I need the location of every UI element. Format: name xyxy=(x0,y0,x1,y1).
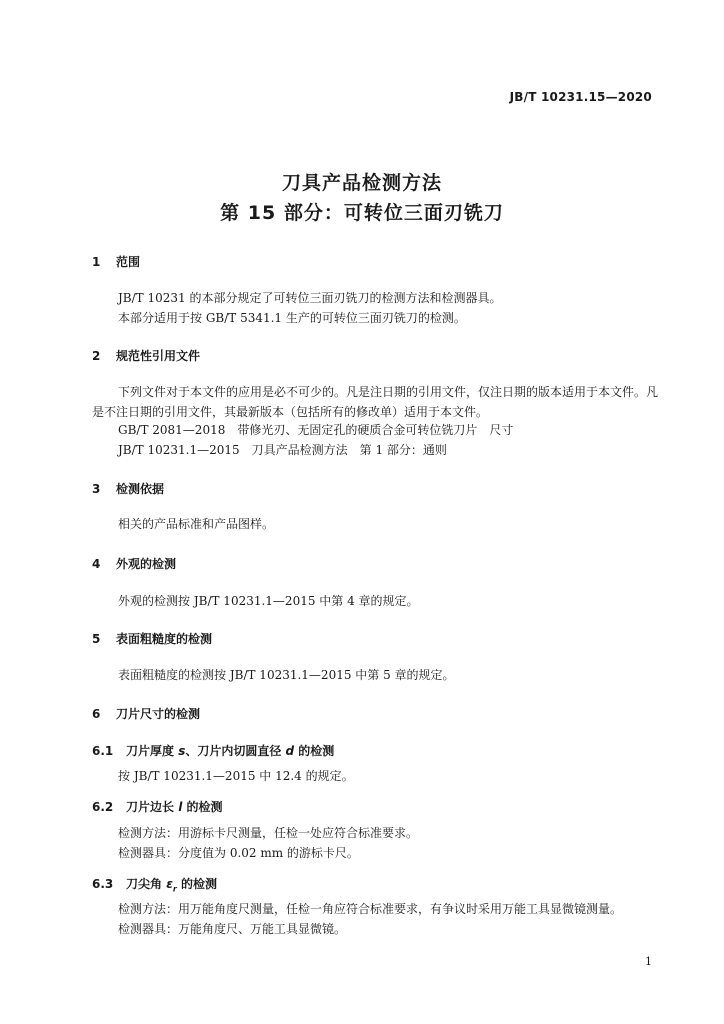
section-1-paragraph-2: 本部分适用于按 GB/T 5341.1 生产的可转位三面刃铣刀的检测。 xyxy=(118,311,466,325)
section-number: 5 xyxy=(92,632,101,646)
section-4-heading xyxy=(92,555,176,572)
subsection-title-suffix: 的检测 xyxy=(182,800,223,814)
subsection-title-prefix: 刀片厚度 xyxy=(126,744,179,758)
subsection-number: 6.3 xyxy=(92,877,114,891)
section-3-paragraph-1: 相关的产品标准和产品图样。 xyxy=(118,517,275,531)
subsection-6-2-paragraph-1: 检测方法：用游标卡尺测量，任检一处应符合标准要求。 xyxy=(118,826,419,840)
subsection-title-suffix: 的检测 xyxy=(176,877,218,891)
subsection-title-prefix: 刀片边长 xyxy=(126,800,179,814)
symbol-edge-length: l xyxy=(178,800,183,814)
section-number: 1 xyxy=(92,255,101,269)
normative-reference-1: GB/T 2081—2018 带修光刃、无固定孔的硬质合金可转位铣刀片 尺寸 xyxy=(118,423,514,437)
subsection-6-1-heading xyxy=(92,742,334,759)
section-number: 4 xyxy=(92,557,101,571)
subsection-6-2-heading xyxy=(92,798,223,815)
section-5-heading xyxy=(92,630,212,647)
page-number: 1 xyxy=(645,955,652,968)
section-2-paragraph-1: 下列文件对于本文件的应用是必不可少的。凡是注日期的引用文件，仅注日期的版本适用于本文件。凡是不注日期的引用文件，其最新版本（包括所有的修改单）适用于本文件。 xyxy=(92,385,659,419)
subsection-6-2-paragraph-2: 检测器具：分度值为 0.02 mm 的游标卡尺。 xyxy=(118,846,359,860)
subsection-6-3-paragraph-2: 检测器具：万能角度尺、万能工具显微镜。 xyxy=(118,922,347,936)
subsection-title-suffix: 的检测 xyxy=(294,744,335,758)
symbol-nose-angle: ε xyxy=(166,877,173,891)
subsection-title-middle: 、刀片内切圆直径 xyxy=(185,744,286,758)
section-1-paragraph-1: JB/T 10231 的本部分规定了可转位三面刃铣刀的检测方法和检测器具。 xyxy=(118,291,502,305)
document-subtitle: 第 15 部分：可转位三面刃铣刀 xyxy=(220,202,504,224)
subsection-6-3-paragraph-1: 检测方法：用万能角度尺测量，任检一角应符合标准要求，有争议时采用万能工具显微镜测量。 xyxy=(118,902,623,916)
subsection-number: 6.1 xyxy=(92,744,114,758)
section-1-heading xyxy=(92,253,140,270)
section-title: 外观的检测 xyxy=(116,557,177,571)
standard-code: JB/T 10231.15—2020 xyxy=(509,90,652,104)
normative-reference-2: JB/T 10231.1—2015 刀具产品检测方法 第 1 部分：通则 xyxy=(118,443,447,457)
symbol-diameter: d xyxy=(285,744,295,758)
section-title: 表面粗糙度的检测 xyxy=(116,632,213,646)
symbol-thickness: s xyxy=(178,744,186,758)
section-number: 6 xyxy=(92,707,101,721)
section-title: 刀片尺寸的检测 xyxy=(116,707,201,721)
document-title: 刀具产品检测方法 xyxy=(281,172,442,194)
section-5-paragraph-1: 表面粗糙度的检测按 JB/T 10231.1—2015 中第 5 章的规定。 xyxy=(118,668,455,682)
section-2-heading xyxy=(92,347,200,364)
section-3-heading xyxy=(92,480,164,497)
subsection-number: 6.2 xyxy=(92,800,114,814)
section-title: 检测依据 xyxy=(116,482,165,496)
section-number: 2 xyxy=(92,349,101,363)
section-4-paragraph-1: 外观的检测按 JB/T 10231.1—2015 中第 4 章的规定。 xyxy=(118,594,419,608)
section-number: 3 xyxy=(92,482,101,496)
section-title: 范围 xyxy=(116,255,141,269)
subsection-6-1-paragraph-1: 按 JB/T 10231.1—2015 中 12.4 的规定。 xyxy=(118,769,354,783)
section-title: 规范性引用文件 xyxy=(116,349,201,363)
section-6-heading xyxy=(92,705,200,722)
subsection-title-prefix: 刀尖角 xyxy=(126,877,167,891)
subsection-6-3-heading xyxy=(92,875,217,893)
symbol-nose-angle-subscript: r xyxy=(172,884,177,894)
